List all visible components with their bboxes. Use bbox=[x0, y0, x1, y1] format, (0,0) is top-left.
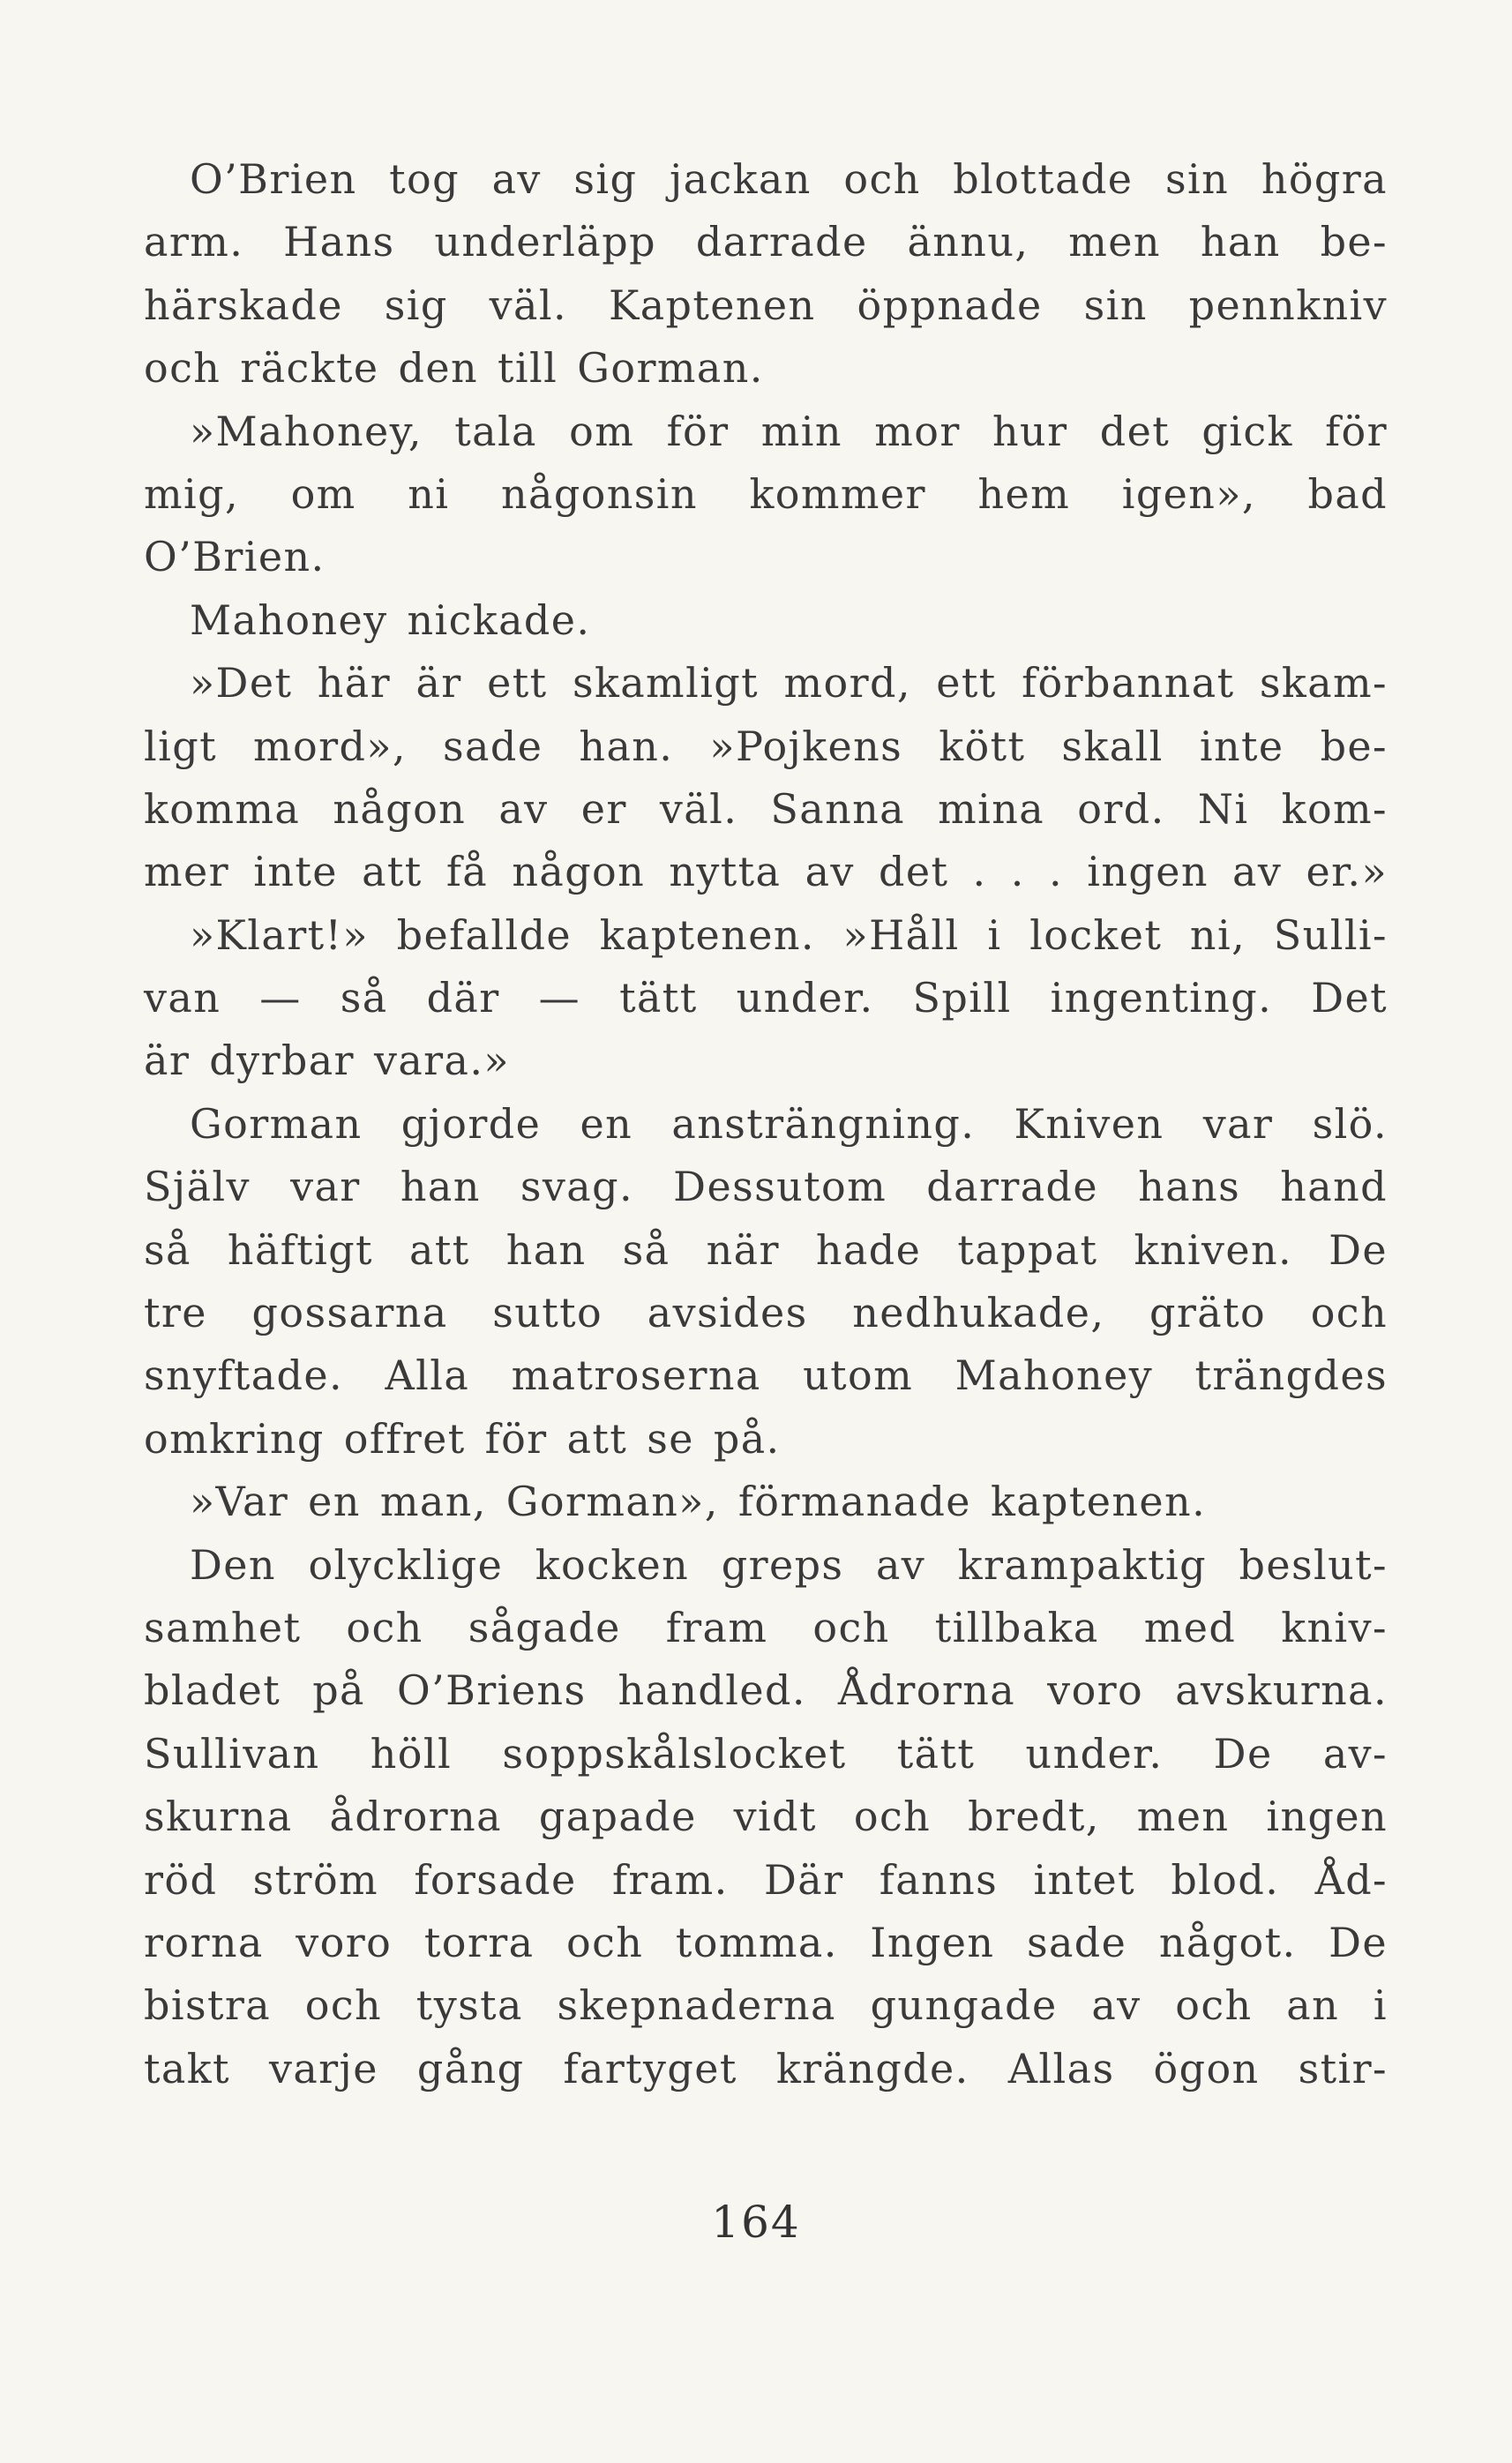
text-line: O’Brien tog av sig jackan och blottade sin högra bbox=[190, 155, 1388, 203]
text-line: tre gossarna sutto avsides nedhukade, gräto och bbox=[144, 1289, 1388, 1337]
text-line: bistra och tysta skepnaderna gungade av och an i bbox=[144, 1981, 1388, 2030]
text-line: Själv var han svag. Dessutom darrade hans hand bbox=[144, 1163, 1388, 1211]
text-line: Sullivan höll soppskålslocket tätt under. De av- bbox=[144, 1729, 1388, 1778]
text-line: är dyrbar vara.» bbox=[144, 1037, 510, 1085]
text-line: komma någon av er väl. Sanna mina ord. Ni kom- bbox=[144, 784, 1388, 833]
text-line: »Det här är ett skamligt mord, ett förbannat skam- bbox=[190, 659, 1388, 707]
text-line: och räckte den till Gorman. bbox=[144, 344, 764, 393]
text-line: mer inte att få någon nytta av det . . . ingen av er.» bbox=[144, 848, 1388, 896]
text-line: »Klart!» befallde kaptenen. »Håll i locket ni, Sulli- bbox=[190, 910, 1388, 959]
text-line: snyftade. Alla matroserna utom Mahoney trängdes bbox=[144, 1351, 1388, 1400]
text-line: skurna ådrorna gapade vidt och bredt, men ingen bbox=[144, 1793, 1388, 1841]
text-line: Gorman gjorde en ansträngning. Kniven var slö. bbox=[190, 1099, 1388, 1148]
text-line: bladet på O’Briens handled. Ådrorna voro avskurna. bbox=[144, 1666, 1388, 1715]
text-line: »Var en man, Gorman», förmanade kaptenen. bbox=[190, 1478, 1207, 1526]
text-line: härskade sig väl. Kaptenen öppnade sin pennkniv bbox=[144, 281, 1388, 329]
page-number: 164 bbox=[711, 2197, 801, 2248]
text-line: mig, om ni någonsin kommer hem igen», bad bbox=[144, 469, 1388, 518]
text-line: arm. Hans underläpp darrade ännu, men han be- bbox=[144, 218, 1388, 266]
text-line: O’Brien. bbox=[144, 533, 326, 581]
text-line: takt varje gång fartyget krängde. Allas ögon stir- bbox=[144, 2044, 1388, 2092]
body-text bbox=[144, 148, 1388, 2100]
text-line: Den olycklige kocken greps av krampaktig beslut- bbox=[190, 1540, 1388, 1589]
text-line: »Mahoney, tala om för min mor hur det gick för bbox=[190, 407, 1388, 455]
text-line: Mahoney nickade. bbox=[190, 595, 591, 644]
text-line: samhet och sågade fram och tillbaka med kniv- bbox=[144, 1603, 1388, 1651]
text-line: så häftigt att han så när hade tappat kniven. De bbox=[144, 1225, 1388, 1274]
text-line: röd ström forsade fram. Där fanns intet blod. Åd- bbox=[144, 1855, 1388, 1904]
text-line: van — så där — tätt under. Spill ingenting. Det bbox=[144, 974, 1388, 1022]
text-line: ligt mord», sade han. »Pojkens kött skall inte be- bbox=[144, 722, 1388, 770]
text-line: omkring offret för att se på. bbox=[144, 1414, 781, 1463]
text-line: rorna voro torra och tomma. Ingen sade något. De bbox=[144, 1918, 1388, 1966]
